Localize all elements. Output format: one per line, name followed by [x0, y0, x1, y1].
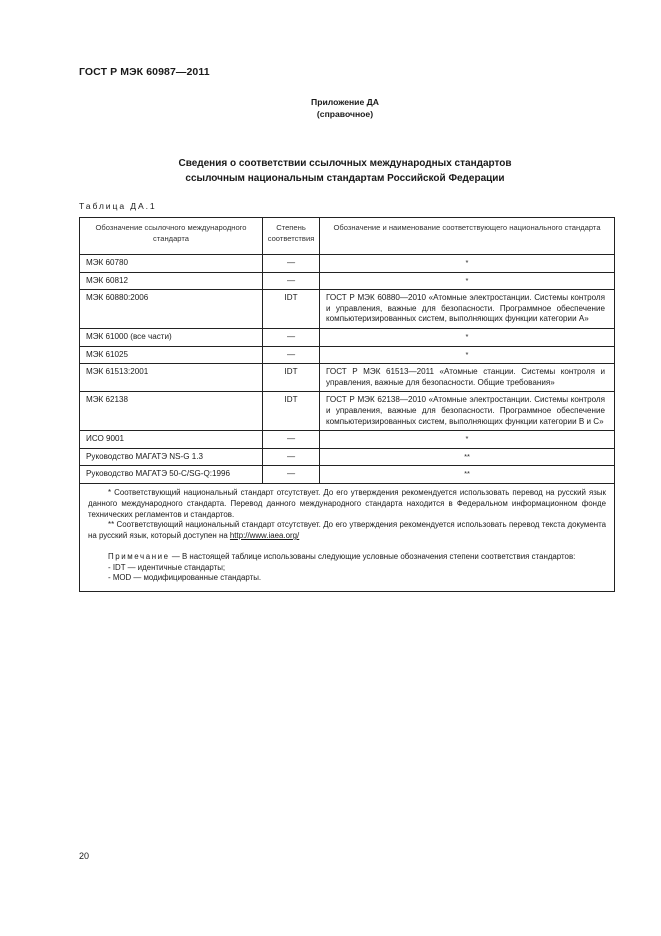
appendix-subtitle: (справочное)	[316, 109, 374, 119]
note-text: — В настоящей таблице использованы следующие условные обозначения степени соответствия стандартов:	[171, 551, 576, 561]
cell-ref: МЭК 60812	[80, 272, 263, 290]
footnote-double-star	[88, 520, 606, 542]
cell-ref: МЭК 61000 (все части)	[80, 328, 263, 346]
footnote-single-star: * Соответствующий национальный стандарт отсутствует. До его утверждения рекомендуется использовать перевод на русский язык данного международного стандарта. Перевод данного международного стандарта находится в Федеральном информационном фонде технических регламентов и стандартов.	[88, 487, 606, 519]
cell-degree: IDT	[263, 392, 320, 431]
cell-degree: —	[263, 272, 320, 290]
cell-ref: МЭК 60780	[80, 255, 263, 273]
cell-degree: IDT	[263, 290, 320, 329]
header-ref-standard: Обозначение ссылочного международного стандарта	[80, 218, 263, 255]
cell-national: **	[320, 448, 615, 466]
cell-degree: —	[263, 448, 320, 466]
table-row	[80, 290, 615, 329]
cell-ref: МЭК 60880:2006	[80, 290, 263, 329]
cell-ref: МЭК 62138	[80, 392, 263, 431]
section-title-line1: Сведения о соответствии ссылочных международных стандартов	[178, 158, 512, 169]
cell-degree: —	[263, 466, 320, 484]
cell-national: ГОСТ Р МЭК 61513—2011 «Атомные станции. Системы контроля и управления, важные для безопасности. Общие требования»	[320, 364, 615, 392]
note-label: Примечание	[108, 551, 170, 561]
cell-degree: —	[263, 431, 320, 449]
table-caption: Таблица ДА.1	[79, 201, 157, 211]
page-number: 20	[79, 851, 90, 861]
cell-national: *	[320, 272, 615, 290]
cell-national: *	[320, 431, 615, 449]
cell-ref: ИСО 9001	[80, 431, 263, 449]
cell-national: ГОСТ Р МЭК 62138—2010 «Атомные электростанции. Системы контроля и управления, важные для безопасности. Программное обеспечение компьютеризированных систем, выполняющих функции категории В и С»	[320, 392, 615, 431]
cell-national: **	[320, 466, 615, 484]
section-title-line2: ссылочным национальным стандартам Российской Федерации	[185, 173, 505, 184]
table-row	[80, 364, 615, 392]
cell-degree: —	[263, 346, 320, 364]
cell-ref: МЭК 61025	[80, 346, 263, 364]
correspondence-table	[79, 217, 615, 592]
cell-national: *	[320, 346, 615, 364]
cell-degree: IDT	[263, 364, 320, 392]
header-national-standard: Обозначение и наименование соответствующего национального стандарта	[320, 218, 615, 255]
iaea-link[interactable]: http://www.iaea.org/	[229, 531, 300, 541]
cell-national: *	[320, 328, 615, 346]
table-row	[80, 448, 615, 466]
table-footnotes-row	[80, 483, 615, 591]
cell-degree: —	[263, 255, 320, 273]
cell-ref: МЭК 61513:2001	[80, 364, 263, 392]
cell-ref: Руководство МАГАТЭ NS-G 1.3	[80, 448, 263, 466]
cell-degree: —	[263, 328, 320, 346]
footnote-double-star-text: ** Соответствующий национальный стандарт отсутствует. До его утверждения рекомендуется использовать перевод текста документа на русский язык, который доступен на	[88, 520, 606, 541]
table-row	[80, 431, 615, 449]
table-note	[88, 552, 606, 563]
legend-mod: - MOD — модифицированные стандарты.	[108, 573, 262, 583]
table-row	[80, 346, 615, 364]
table-row	[80, 272, 615, 290]
table-row	[80, 466, 615, 484]
table-header-row	[80, 218, 615, 255]
cell-national: *	[320, 255, 615, 273]
cell-ref: Руководство МАГАТЭ 50-C/SG-Q:1996	[80, 466, 263, 484]
appendix-title: Приложение ДА	[311, 97, 379, 107]
table-row	[80, 255, 615, 273]
header-degree: Степень соответствия	[263, 218, 320, 255]
table-row	[80, 392, 615, 431]
table-footnotes	[80, 483, 615, 591]
legend-idt: - IDT — идентичные стандарты;	[108, 562, 226, 572]
document-header: ГОСТ Р МЭК 60987—2011	[79, 66, 210, 78]
cell-national: ГОСТ Р МЭК 60880—2010 «Атомные электростанции. Системы контроля и управления, важные для безопасности. Программное обеспечение компьютеризированных систем, выполняющих функции категории А»	[320, 290, 615, 329]
table-row	[80, 328, 615, 346]
